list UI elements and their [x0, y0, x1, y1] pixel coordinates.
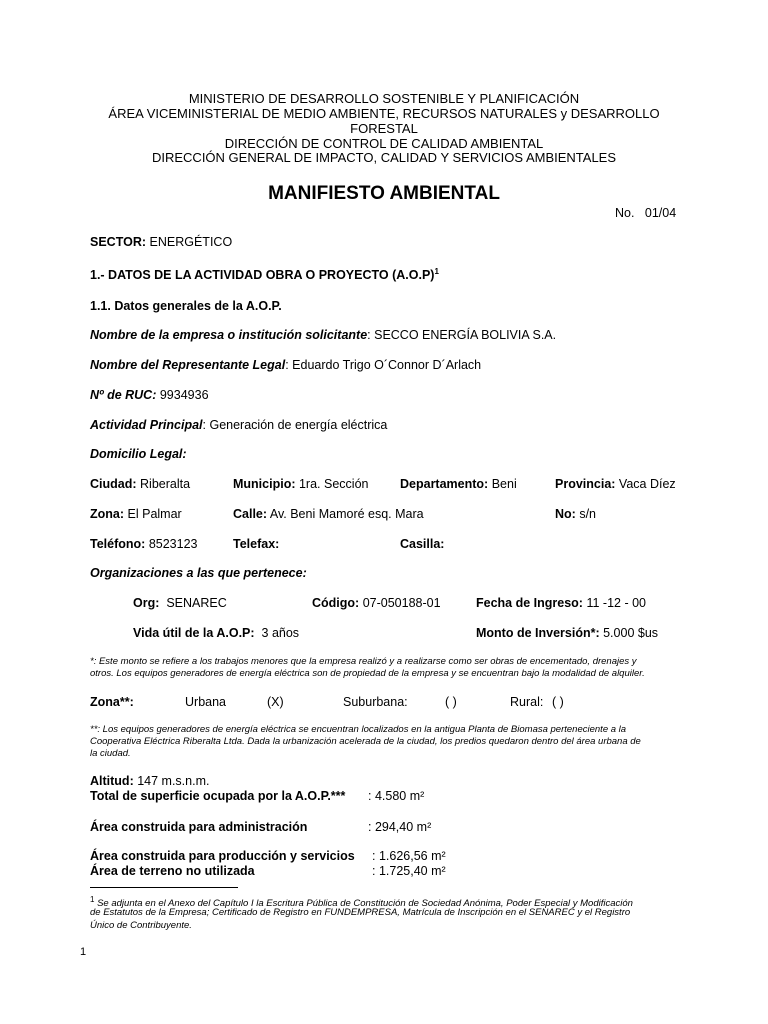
document-number-value: 01/04	[644, 206, 677, 220]
sector	[90, 235, 232, 249]
document-title: MANIFIESTO AMBIENTAL	[268, 183, 500, 204]
telefono-field: Teléfono: 8523123	[90, 537, 198, 551]
ciudad-field: Ciudad: Riberalta	[90, 477, 191, 491]
produccion-value: : 1.626,56 m²	[372, 849, 446, 863]
page-number: 1	[80, 946, 87, 958]
header-line-5: DIRECCIÓN GENERAL DE IMPACTO, CALIDAD Y SERVICIOS AMBIENTALES	[151, 150, 617, 165]
monto-inversion-field: Monto de Inversión*: 5.000 $us	[476, 626, 659, 640]
note-2-line-1: **: Los equipos generadores de energía eléctrica se encuentran localizados en la antigua Planta de Biomasa perteneciente a la	[90, 724, 627, 735]
document-number-label: No.	[615, 206, 635, 220]
zona-rural: Rural:	[510, 695, 544, 709]
sector-value: ENERGÉTICO	[149, 235, 233, 249]
footnote-ref: 1	[434, 267, 439, 276]
footnote-line-3: Único de Contribuyente.	[90, 920, 192, 931]
calle-field: Calle: Av. Beni Mamoré esq. Mara	[233, 507, 424, 521]
note-2-line-3: la ciudad.	[90, 748, 131, 759]
section-1-1-heading: 1.1. Datos generales de la A.O.P.	[90, 299, 282, 313]
zona-rural-mark: ( )	[552, 695, 564, 709]
footnote-divider	[90, 887, 238, 888]
organizaciones-label: Organizaciones a las que pertenece:	[90, 566, 307, 580]
header-line-1: MINISTERIO DE DESARROLLO SOSTENIBLE Y PLANIFICACIÓN	[188, 91, 580, 106]
note-1-line-1: *: Este monto se refiere a los trabajos menores que la empresa realizó y a realizarse como ser obras de encementado, drenajes y	[90, 656, 637, 667]
note-2-line-2: Cooperativa Eléctrica Riberalta Ltda. Dada la urbanización acelerada de la ciudad, los predios quedaron dentro del área urbana de	[90, 736, 641, 747]
header-line-2: ÁREA VICEMINISTERIAL DE MEDIO AMBIENTE, RECURSOS NATURALES y DESARROLLO	[108, 106, 660, 121]
zona-label: Zona**:	[90, 695, 134, 709]
actividad-value: : Generación de energía eléctrica	[202, 418, 388, 432]
fecha-ingreso-field: Fecha de Ingreso: 11 -12 - 00	[476, 596, 646, 610]
admin-value: : 294,40 m²	[368, 820, 432, 834]
zona-dir-field: Zona: El Palmar	[90, 507, 182, 521]
representante-value: : Eduardo Trigo O´Connor D´Arlach	[285, 358, 482, 372]
codigo-field: Código: 07-050188-01	[312, 596, 441, 610]
zona-suburbana-mark: ( )	[445, 695, 457, 709]
domicilio-label: Domicilio Legal:	[90, 447, 187, 461]
superficie-value: : 4.580 m²	[368, 789, 425, 803]
footnote-line-1: $^1$ Se adjunta en el Anexo del Capítulo I la Escritura Pública de Constitución de Sociedad Anónima, Poder Especial y Modificación	[90, 895, 633, 910]
municipio-field: Municipio: 1ra. Sección	[233, 477, 369, 491]
produccion-label: Área construida para producción y servicios	[90, 849, 355, 863]
zona-suburbana: Suburbana:	[343, 695, 408, 709]
superficie-label: Total de superficie ocupada por la A.O.P.***	[90, 789, 346, 803]
ruc-label: Nº de RUC:	[90, 388, 157, 402]
terreno-label: Área de terreno no utilizada	[90, 864, 255, 878]
actividad-row	[90, 418, 387, 432]
departamento-field: Departamento: Beni	[400, 477, 517, 491]
empresa-row	[90, 328, 556, 342]
vida-util-field: Vida útil de la A.O.P: 3 años	[133, 626, 300, 640]
document-number	[615, 206, 676, 220]
actividad-label: Actividad Principal	[90, 418, 203, 432]
admin-label: Área construida para administración	[90, 820, 308, 834]
provincia-field: Provincia: Vaca Díez	[555, 477, 676, 491]
representante-label: Nombre del Representante Legal	[90, 358, 286, 372]
zona-urbana: Urbana	[185, 695, 226, 709]
ruc-row	[90, 388, 209, 402]
org-field: Org: SENAREC	[133, 596, 227, 610]
numero-field: No: s/n	[555, 507, 596, 521]
header-line-4: DIRECCIÓN DE CONTROL DE CALIDAD AMBIENTAL	[224, 136, 544, 151]
zona-urbana-mark: (X)	[267, 695, 284, 709]
note-1-line-2: otros. Los equipos generadores de energía eléctrica son de propiedad de la empresa y se encuentran bajo la modalidad de alquiler.	[90, 668, 645, 679]
empresa-label: Nombre de la empresa o institución solicitante	[90, 328, 368, 342]
section-1-heading: 1.- DATOS DE LA ACTIVIDAD OBRA O PROYECTO $(A.O.P)^1$	[90, 267, 439, 283]
ruc-value: 9934936	[159, 388, 209, 402]
altitud-row: Altitud: 147 m.s.n.m.	[90, 774, 210, 788]
casilla-field: Casilla:	[400, 537, 445, 551]
footnote-line-2: de Estatutos de la Empresa; Certificado de Registro en FUNDEMPRESA, Matrícula de Inscripción en el SENAREC y el Registro	[90, 907, 631, 918]
telefax-field: Telefax:	[233, 537, 280, 551]
terreno-value: : 1.725,40 m²	[372, 864, 446, 878]
sector-label: SECTOR:	[90, 235, 147, 249]
empresa-value: : SECCO ENERGÍA BOLIVIA S.A.	[367, 328, 557, 342]
footnote-number: 1	[90, 895, 95, 904]
header-line-3: FORESTAL	[350, 121, 418, 136]
representante-row	[90, 358, 481, 372]
